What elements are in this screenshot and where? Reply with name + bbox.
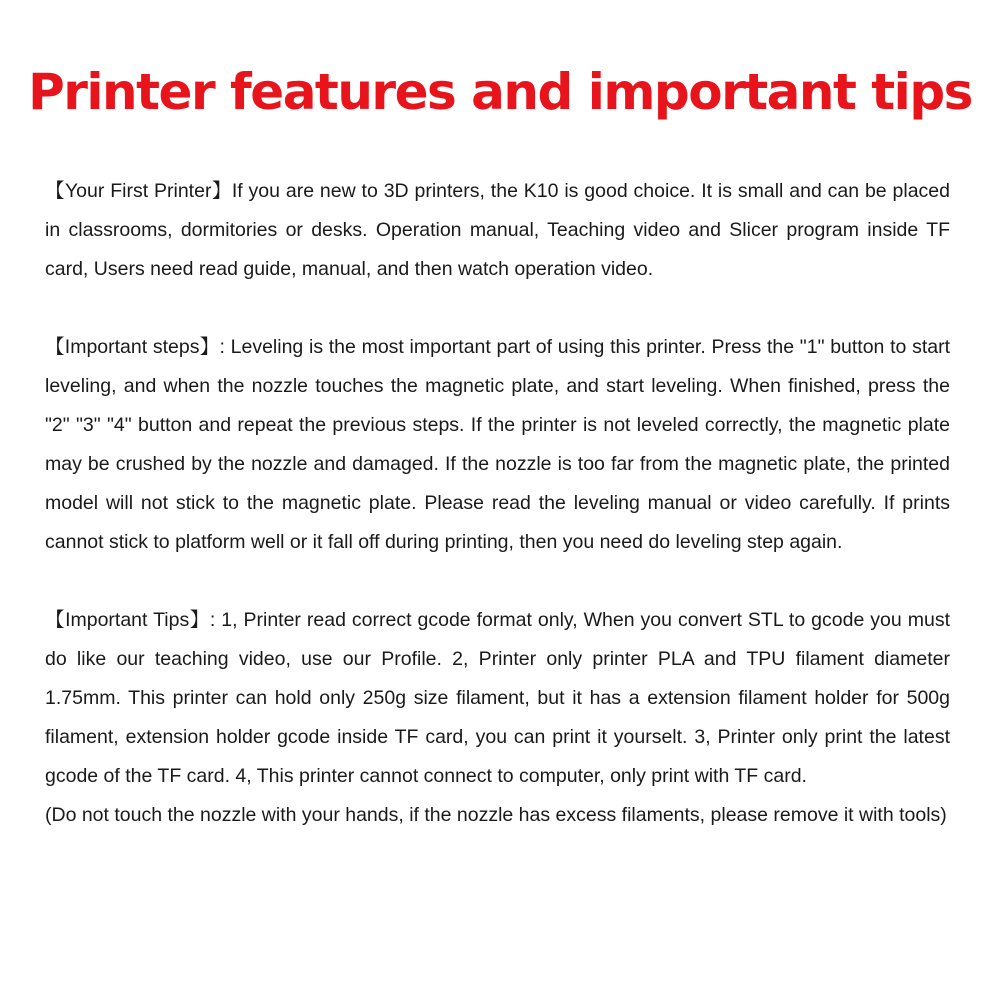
important-tips-paragraph: 【Important Tips】: 1, Printer read correct gcode format only, When you convert STL to gcode you must do like our teaching video, use our Profile. 2, Printer only printer PLA and TPU filament diameter 1.75mm. This printer can hold only 250g size filament, but it has a extension filament holder for 500g filament, extension holder gcode inside TF card, you can print it yourselt. 3, Printer only print the latest gcode of the TF card. 4, This printer cannot connect to computer, only print with TF card. — [45, 609, 950, 787]
safety-note: (Do not touch the nozzle with your hands, if the nozzle has excess filaments, please remove it with tools) — [45, 804, 947, 826]
tips-content — [45, 172, 950, 835]
important-tips-block — [45, 601, 950, 835]
page-title: Printer features and important tips — [28, 63, 972, 121]
important-steps-paragraph: 【Important steps】: Leveling is the most important part of using this printer. Press the "1" button to start leveling, and when the nozzle touches the magnetic plate, and start leveling. When finished, press the "2" "3" "4" button and repeat the previous steps. If the printer is not leveled correctly, the magnetic plate may be crushed by the nozzle and damaged. If the nozzle is too far from the magnetic plate, the printed model will not stick to the magnetic plate. Please read the leveling manual or video carefully. If prints cannot stick to platform well or it fall off during printing, then you need do leveling step again. — [45, 336, 950, 553]
first-printer-paragraph: 【Your First Printer】If you are new to 3D printers, the K10 is good choice. It is small and can be placed in classrooms, dormitories or desks. Operation manual, Teaching video and Slicer program inside TF card, Users need read guide, manual, and then watch operation video. — [45, 180, 950, 280]
